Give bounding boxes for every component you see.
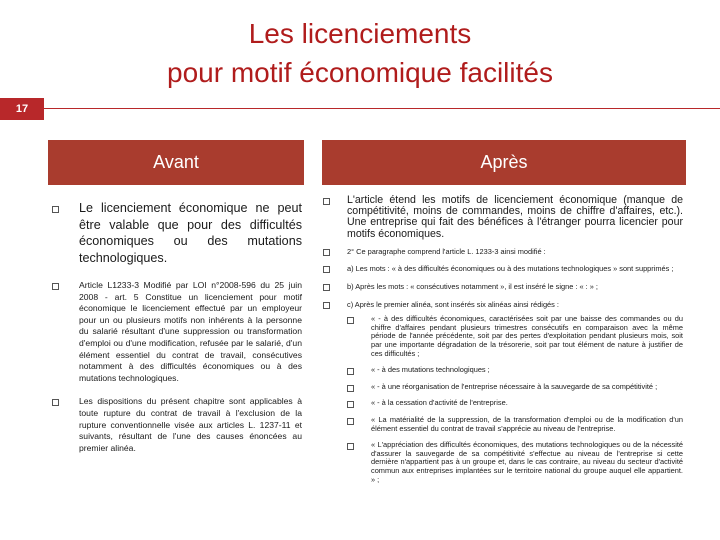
sub-list	[347, 315, 683, 484]
list-item-text: a) Les mots : « à des difficultés économiques ou à des mutations technologiques » sont supprimés ;	[347, 264, 674, 274]
list-item	[323, 300, 683, 485]
sub-list-item	[347, 416, 683, 433]
sub-list-item	[347, 399, 683, 408]
list-item-text: b) Après les mots : « consécutives notamment », il est inséré le signe : « : » ;	[347, 282, 598, 291]
square-bullet-icon	[52, 283, 59, 290]
list-item-text: Le licenciement économique ne peut être valable que pour des difficultés économiques ou des mutations technologiques.	[79, 201, 302, 265]
square-bullet-icon	[347, 317, 354, 324]
sub-list-item-text: « La matérialité de la suppression, de la transformation d'emploi ou de la modification d'un élément essentiel du contrat de travail s'apprécie au niveau de l'entreprise.	[371, 414, 683, 433]
sub-list-item	[347, 383, 683, 392]
sub-list-item	[347, 441, 683, 484]
sub-list-item-text: « - à la cessation d'activité de l'entreprise.	[371, 398, 508, 408]
list-item	[323, 264, 683, 274]
list-item-text: L'article étend les motifs de licenciement économique (manque de compétitivité, moins de commandes, moins de chiffre d'affaires, etc.). Une entreprise qui fait des bénéfices à l'étranger pourra licencier pour motifs économiques.	[347, 194, 683, 240]
square-bullet-icon	[52, 206, 59, 213]
avant-list	[52, 200, 302, 466]
square-bullet-icon	[323, 266, 330, 273]
sub-list-item-text: « - à des mutations technologiques ;	[371, 365, 490, 375]
square-bullet-icon	[52, 399, 59, 406]
square-bullet-icon	[347, 418, 354, 425]
list-item	[52, 280, 302, 384]
square-bullet-icon	[347, 385, 354, 392]
list-item	[323, 195, 683, 240]
title-line-1: Les licenciements	[248, 18, 472, 49]
divider	[44, 108, 720, 109]
page-title	[0, 14, 720, 92]
sub-list-item	[347, 366, 683, 375]
list-item	[52, 200, 302, 266]
title-line-2: pour motif économique facilités	[167, 57, 553, 88]
square-bullet-icon	[323, 302, 330, 309]
slide-number-bar	[0, 98, 720, 120]
square-bullet-icon	[347, 443, 354, 450]
square-bullet-icon	[347, 401, 354, 408]
list-item-text: Article L1233-3 Modifié par LOI n°2008-596 du 25 juin 2008 - art. 5 Constitue un licenciement pour motif économique le licenciement effectué par un employeur pour un ou plusieurs motifs non inhérents à la personne du salarié résultant d'une suppression ou transformation d'emploi ou d'une modification, refusée par le salarié, d'un élément essentiel du contrat de travail, consécutives notamment à des difficultés économiques ou à des mutations technologiques.	[79, 280, 302, 383]
apres-header: Après	[322, 140, 686, 185]
list-item	[323, 282, 683, 292]
slide-number: 17	[0, 98, 44, 120]
square-bullet-icon	[323, 198, 330, 205]
sub-list-item	[347, 315, 683, 358]
sub-list-item-text: « - à des difficultés économiques, caractérisées soit par une baisse des commandes ou du chiffre d'affaires pendant plusieurs trimestres consécutifs en comparaison avec la même période de l'année précédente, soit par des pertes d'exploitation pendant plusieurs mois, soit par une importante dégradation de la trésorerie, soit par tout élément de nature à justifier de ces difficultés ;	[371, 314, 683, 358]
avant-header: Avant	[48, 140, 304, 185]
list-item-text: c) Après le premier alinéa, sont insérés six alinéas ainsi rédigés :	[347, 299, 559, 309]
list-item	[323, 247, 683, 257]
square-bullet-icon	[347, 368, 354, 375]
list-item-text: Les dispositions du présent chapitre sont applicables à toute rupture du contrat de travail à l'exclusion de la rupture conventionnelle visée aux articles L. 1237-11 et suivants, résultant de l'une des causes énoncées au premier alinéa.	[79, 396, 302, 453]
square-bullet-icon	[323, 249, 330, 256]
apres-list	[323, 195, 683, 492]
list-item-text: 2° Ce paragraphe comprend l'article L. 1233-3 ainsi modifié :	[347, 246, 546, 256]
list-item	[52, 396, 302, 454]
square-bullet-icon	[323, 284, 330, 291]
sub-list-item-text: « L'appréciation des difficultés économiques, des mutations technologiques ou de la nécessité d'assurer la sauvegarde de sa compétitivité s'effectue au niveau de l'entreprise si cette dernière n'appartient pas à un groupe et, dans le cas contraire, au niveau du secteur d'activité commun aux entreprises implantées sur le territoire national du groupe auquel elle appartient. » ;	[371, 440, 683, 484]
sub-list-item-text: « - à une réorganisation de l'entreprise nécessaire à la sauvegarde de sa compétitivité ;	[371, 381, 658, 391]
